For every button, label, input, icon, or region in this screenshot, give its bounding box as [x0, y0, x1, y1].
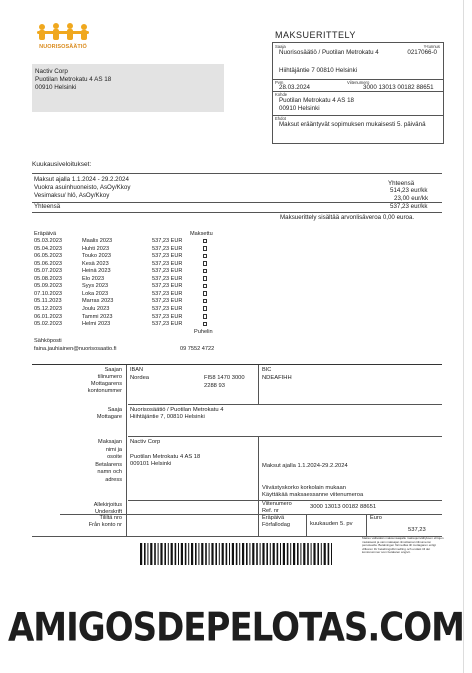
logo-text: NUORISOSÄÄTIÖ	[39, 44, 87, 50]
slip-saaja-line-2: Hiihtäjäntie 7, 00810 Helsinki	[130, 414, 205, 420]
schedule-amount: 537,23 EUR	[152, 321, 183, 328]
schedule-month: Heinä 2023	[82, 268, 111, 275]
paid-checkbox[interactable]	[203, 322, 207, 327]
schedule-amount: 537,23 EUR	[152, 245, 183, 252]
divider	[32, 212, 442, 213]
charge-row-2-label: Vesimaksu/ hlö, AsOy/Kkoy	[34, 192, 110, 199]
schedule-month: Loka 2023	[82, 290, 109, 297]
slip-divider	[128, 404, 442, 405]
viite-label: Viitenumero	[347, 80, 370, 85]
kohde-line-2: 00910 Helsinki	[279, 105, 320, 112]
maksaja-line-1: Nactiv Corp	[130, 439, 161, 445]
phone-value: 09 7552 4722	[180, 346, 215, 352]
recipient-line-1: Nactiv Corp	[35, 68, 68, 75]
saaja-name: Nuorisosäätiö / Puotilan Metrokatu 4	[279, 49, 379, 56]
schedule-month: Kesä 2023	[82, 260, 109, 267]
slip-divider	[128, 436, 442, 437]
slip-saaja-label: Saaja Mottagare	[96, 407, 122, 420]
saajan-tili-label: Saajan tilinumero Mottagarens kontonummer	[87, 367, 122, 394]
schedule-amount: 537,23 EUR	[152, 268, 183, 275]
barcode	[140, 543, 334, 565]
schedule-date: 05.06.2023	[34, 260, 62, 267]
schedule-date: 05.09.2023	[34, 283, 62, 290]
slip-divider	[128, 500, 258, 501]
email-heading: Sähköposti	[34, 338, 62, 344]
schedule-month: Helmi 2023	[82, 321, 111, 328]
ehdot-row	[273, 116, 443, 145]
slip-top-line	[32, 364, 442, 365]
iban-label: IBAN	[130, 367, 144, 373]
slip-interest-2: Käyttäkää maksaessanne viitenumeroa	[262, 492, 364, 498]
slip-viite-value: 3000 13013 00182 88651	[310, 504, 377, 510]
paid-checkbox[interactable]	[203, 276, 207, 281]
tililta-label: Tililtä nro Från konto nr	[88, 515, 122, 528]
iban-value: FI58 1470 3000 2288 93	[204, 375, 245, 389]
recipient-line-2: Puotilan Metrokatu 4 AS 18	[35, 76, 112, 83]
maksaja-line-3: 009101 Helsinki	[130, 461, 172, 467]
schedule-date: 05.12.2023	[34, 305, 62, 312]
ehdot-label: Ehdot	[275, 116, 286, 121]
charges-total-heading: Yhteensä	[388, 180, 415, 187]
schedule-amount: 537,23 EUR	[152, 283, 183, 290]
charges-total-value: 537,23 eur/kk	[390, 203, 428, 210]
schedule-amount: 537,23 EUR	[152, 253, 183, 260]
paid-heading: Maksettu	[190, 231, 213, 237]
ehdot-value: Maksut erääntyvät sopimuksen mukaisesti 5. päivänä	[279, 121, 426, 128]
schedule-date: 05.03.2023	[34, 238, 62, 244]
slip-divider	[126, 365, 127, 536]
schedule-date: 06.01.2023	[34, 313, 62, 320]
bic-label: BIC	[262, 367, 272, 373]
charge-row-2-value: 23,00 eur/kk	[394, 195, 429, 202]
divider	[32, 202, 442, 203]
charges-total-label: Yhteensä	[34, 203, 61, 210]
signature-label: Allekirjoitus Underskrift	[93, 502, 122, 515]
schedule-amount: 537,23 EUR	[152, 238, 183, 244]
bic-value: NDEAFIHH	[262, 375, 292, 381]
paid-checkbox[interactable]	[203, 246, 207, 251]
schedule-amount: 537,23 EUR	[152, 313, 183, 320]
viite-value: 3000 13013 00182 88651	[363, 84, 434, 91]
erapaiva-label: Eräpäivä Förfallodag	[262, 515, 290, 528]
slip-divider	[366, 514, 367, 536]
charges-period: Maksut ajalla 1.1.2024 - 29.2.2024	[34, 176, 129, 183]
schedule-month: Marras 2023	[82, 298, 114, 305]
schedule-amount: 537,23 EUR	[152, 305, 183, 312]
saaja-label: Saaja	[275, 44, 286, 49]
schedule-amount: 537,23 EUR	[152, 298, 183, 305]
ytunnus-label: Y-tunnus	[423, 44, 440, 49]
barcode-icon	[140, 543, 334, 565]
kohde-line-1: Puotilan Metrokatu 4 AS 18	[279, 97, 354, 104]
charges-heading: Kuukausiveloitukset:	[32, 161, 92, 168]
paid-checkbox[interactable]	[203, 254, 207, 259]
charge-row-1-value: 514,23 eur/kk	[390, 187, 428, 194]
erapaiva-value: kuukauden 5. pv	[310, 521, 353, 527]
pvm-label: Pvm	[275, 80, 284, 85]
divider	[32, 173, 442, 174]
paid-checkbox[interactable]	[203, 291, 207, 296]
phone-heading: Puhelin	[194, 329, 213, 335]
slip-period: Maksut ajalla 1.1.2024-29.2.2024	[262, 463, 348, 469]
euro-value: 537,23	[408, 527, 426, 533]
schedule-date: 06.05.2023	[34, 253, 62, 260]
logo	[32, 22, 94, 56]
schedule-date: 07.10.2023	[34, 290, 62, 297]
due-date-heading: Eräpäivä	[34, 231, 57, 237]
euro-label: Euro	[370, 515, 382, 521]
slip-fine-print: Maksu välitetään maksunsaajalle maksujenvälityksen ehtojen mukaisesti ja vain maksajan ilmoittaman tilinumeron perusteella. Betalningen förmedlas till mottagaren enligt villkoren för betalningsförmedling och endast till det kontonummer som betalaren angivit.	[362, 536, 444, 555]
slip-divider	[258, 365, 259, 405]
page-edge	[463, 0, 472, 673]
charge-row-1-label: Vuokra asuinhuoneisto, AsOy/Kkoy	[34, 184, 131, 191]
maksaja-line-2: Puotilan Metrokatu 4 AS 18	[130, 454, 201, 460]
schedule-date: 05.02.2023	[34, 321, 62, 328]
paid-checkbox[interactable]	[203, 269, 207, 274]
ytunnus-value: 0217066-0	[407, 49, 437, 56]
paid-checkbox[interactable]	[203, 314, 207, 319]
logo-figures-icon	[32, 22, 94, 44]
paid-checkbox[interactable]	[203, 284, 207, 289]
slip-divider	[306, 514, 307, 536]
schedule-month: Joulu 2023	[82, 305, 110, 312]
schedule-date: 05.04.2023	[34, 245, 62, 252]
slip-divider	[258, 437, 259, 536]
maksaja-label: Maksajan nimi ja osoite Betalarens namn och adress	[95, 439, 122, 483]
schedule-month: Elo 2023	[82, 275, 105, 282]
schedule-month: Syys 2023	[82, 283, 109, 290]
schedule-amount: 537,23 EUR	[152, 260, 183, 267]
slip-saaja-line-1: Nuorisosäätiö / Puotilan Metrokatu 4	[130, 407, 224, 413]
recipient-line-3: 00910 Helsinki	[35, 84, 77, 91]
saaja-address: Hiihtäjäntie 7 00810 Helsinki	[279, 67, 358, 74]
schedule-amount: 537,23 EUR	[152, 275, 183, 282]
paid-checkbox[interactable]	[203, 239, 207, 244]
recipient-address-box	[32, 64, 224, 112]
schedule-month: Touko 2023	[82, 253, 111, 260]
date-row	[273, 80, 443, 92]
schedule-date: 05.08.2023	[34, 275, 62, 282]
vat-note: Maksuerittely sisältää arvonlisäveroa 0,00 euroa.	[280, 214, 415, 221]
bank-name: Nordea	[130, 375, 150, 381]
email-value: faina.jauhiainen@nuorisosaatio.fi	[34, 346, 117, 352]
pvm-value: 28.03.2024	[279, 84, 310, 91]
paid-checkbox[interactable]	[203, 261, 207, 266]
document-title: MAKSUERITTELY	[275, 30, 356, 40]
paid-checkbox[interactable]	[203, 299, 207, 304]
kohde-row	[273, 92, 443, 116]
slip-viite-label: Viitenumero Ref. nr	[262, 501, 292, 514]
schedule-date: 05.11.2023	[34, 298, 62, 305]
schedule-date: 05.07.2023	[34, 268, 62, 275]
schedule-month: Tammi 2023	[82, 313, 113, 320]
schedule-amount: 537,23 EUR	[152, 290, 183, 297]
schedule-month: Maalis 2023	[82, 238, 113, 244]
header-info-box	[272, 42, 444, 144]
saaja-row	[273, 43, 443, 80]
slip-interest-1: Viivästyskorko korkolain mukaan	[262, 485, 346, 491]
watermark: AMIGOSDEPELOTAS.COM	[7, 605, 464, 651]
schedule-month: Huhti 2023	[82, 245, 110, 252]
paid-checkbox[interactable]	[203, 306, 207, 311]
kohde-label: Kohde	[275, 92, 288, 97]
